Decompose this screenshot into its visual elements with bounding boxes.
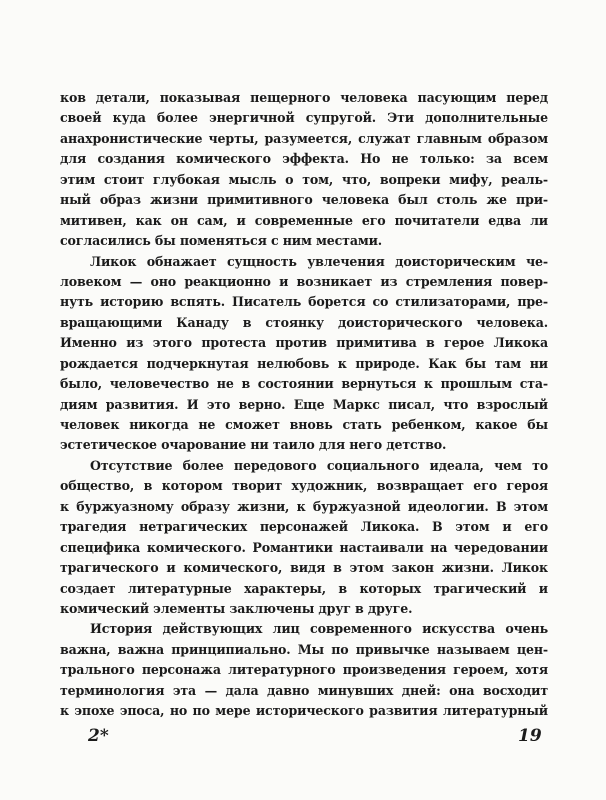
- text-line: было, человечество не в состоянии вернуться к прошлым ста-: [60, 376, 548, 392]
- text-line: важна, важна принципиально. Мы по привычке называем цен-: [60, 641, 548, 657]
- paragraph-2: [60, 252, 548, 456]
- text-line: создает литературные характеры, в которых трагический и: [60, 580, 548, 596]
- text-line: трагического и комического, видя в этом закон жизни. Ликок: [60, 560, 548, 576]
- text-line: для создания комического эффекта. Но не только: за всем: [60, 151, 548, 167]
- text-line: нуть историю вспять. Писатель борется со стилизаторами, пре-: [60, 294, 548, 310]
- text-line: вращающими Канаду в стоянку доисторического человека.: [60, 314, 548, 330]
- text-line: ловеком — оно реакционно и возникает из стремления повер-: [60, 273, 548, 289]
- text-line: трагедия нетрагических персонажей Ликока. В этом и его: [60, 519, 548, 535]
- signature-mark: 2*: [88, 726, 109, 746]
- text-line: ный образ жизни примитивного человека был столь же при-: [60, 192, 548, 208]
- text-line: Отсутствие более передового социального идеала, чем то: [90, 457, 548, 473]
- text-line: эстетическое очарование ни таило для него детство.: [60, 437, 447, 453]
- text-line: этим стоит глубокая мысль о том, что, вопреки мифу, реаль-: [60, 171, 548, 187]
- text-line: к буржуазному образу жизни, к буржуазной идеологии. В этом: [60, 498, 548, 514]
- paragraph-3: [60, 456, 548, 620]
- text-line: ков детали, показывая пещерного человека пасующим перед: [60, 90, 548, 105]
- text-line: к эпохе эпоса, но по мере исторического развития литературный: [60, 703, 548, 719]
- text-line: диям развития. И это верно. Еще Маркс писал, что взрослый: [60, 396, 548, 412]
- body-text: [60, 88, 548, 722]
- text-line: общество, в котором творит художник, возвращает его героя: [60, 478, 548, 494]
- text-line: комический элементы заключены друг в друге.: [60, 600, 413, 616]
- page-number: 19: [518, 726, 542, 746]
- text-line: митивен, как он сам, и современные его почитатели едва ли: [60, 212, 548, 228]
- paragraph-1: [60, 88, 548, 252]
- paragraph-4: [60, 619, 548, 721]
- text-line: Именно из этого протеста против примитива в герое Ликока: [60, 335, 548, 351]
- text-line: терминология эта — дала давно минувших дней: она восходит: [60, 682, 548, 698]
- text-line: согласились бы поменяться с ним местами.: [60, 233, 383, 249]
- text-line: специфика комического. Романтики настаивали на чередовании: [60, 539, 548, 555]
- text-line: своей куда более энергичной супругой. Эти дополнительные: [60, 110, 548, 126]
- text-line: рождается подчеркнутая нелюбовь к природе. Как бы там ни: [60, 355, 548, 371]
- text-line: анахронистические черты, разумеется, служат главным образом: [60, 130, 548, 146]
- text-line: История действующих лиц современного искусства очень: [90, 621, 548, 637]
- text-line: человек никогда не сможет вновь стать ребенком, какое бы: [60, 417, 548, 432]
- text-line: Ликок обнажает сущность увлечения доисторическим че-: [90, 253, 548, 269]
- text-line: трального персонажа литературного произведения героем, хотя: [60, 662, 548, 678]
